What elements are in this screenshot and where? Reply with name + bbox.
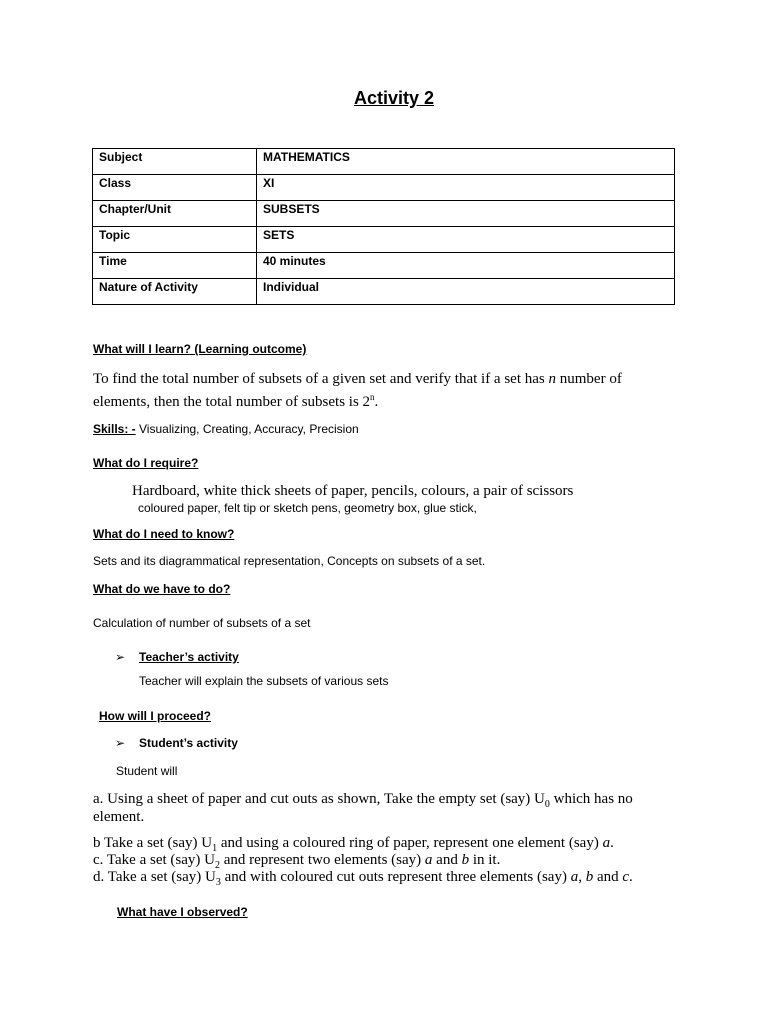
arrow-bullet-icon: ➢ bbox=[115, 736, 126, 750]
require-heading: What do I require? bbox=[93, 456, 199, 470]
info-table-label: Topic bbox=[93, 227, 257, 253]
learn-text-line2: elements, then the total number of subsets is 2 bbox=[93, 394, 371, 410]
teacher-activity-item bbox=[115, 650, 239, 664]
step-c-var-a: a bbox=[424, 852, 433, 868]
learn-text bbox=[93, 370, 693, 411]
teacher-heading: Teacher’s activity bbox=[139, 650, 239, 664]
info-table-row bbox=[93, 149, 675, 175]
info-table-value: 40 minutes bbox=[257, 253, 675, 279]
learn-text-exponent: n bbox=[370, 392, 375, 402]
skills-text: Visualizing, Creating, Accuracy, Precision bbox=[135, 422, 359, 436]
step-c-subscript: 2 bbox=[214, 860, 220, 871]
step-c-var-b: b bbox=[461, 852, 470, 868]
step-d-var-b: b bbox=[585, 869, 594, 885]
skills-line bbox=[93, 422, 359, 436]
info-table-label: Chapter/Unit bbox=[93, 201, 257, 227]
step-b-subscript: 1 bbox=[212, 843, 218, 854]
step-c-text: c. Take a set (say) U bbox=[93, 852, 215, 868]
skills-label: Skills: - bbox=[93, 422, 136, 436]
step-c-and: and bbox=[432, 852, 462, 868]
info-table-value: SETS bbox=[257, 227, 675, 253]
info-table-row bbox=[93, 201, 675, 227]
student-heading: Student’s activity bbox=[139, 736, 238, 750]
student-text: Student will bbox=[116, 764, 178, 778]
info-table-label: Time bbox=[93, 253, 257, 279]
step-a-text: a. Using a sheet of paper and cut outs as shown, Take the empty set (say) U bbox=[93, 791, 545, 807]
require-line2: coloured paper, felt tip or sketch pens, geometry box, glue stick, bbox=[138, 501, 477, 515]
info-table-value: MATHEMATICS bbox=[257, 149, 675, 175]
step-d-comma: , bbox=[578, 869, 586, 885]
info-table-value: XI bbox=[257, 175, 675, 201]
learn-text-part1: To find the total number of subsets of a given set and verify that if a set has bbox=[93, 371, 545, 387]
proceed-heading: How will I proceed? bbox=[99, 709, 212, 723]
step-a-text2: which has no bbox=[549, 791, 633, 807]
info-table-label: Subject bbox=[93, 149, 257, 175]
step-d-end: . bbox=[629, 869, 633, 885]
step-d-text2: and with coloured cut outs represent three elements (say) bbox=[220, 869, 571, 885]
step-b-var: a bbox=[602, 835, 611, 851]
arrow-bullet-icon: ➢ bbox=[115, 650, 126, 664]
know-heading: What do I need to know? bbox=[93, 527, 235, 541]
info-table-label: Class bbox=[93, 175, 257, 201]
todo-text: Calculation of number of subsets of a set bbox=[93, 616, 311, 630]
step-d-var-a: a bbox=[570, 869, 579, 885]
info-table-row bbox=[93, 253, 675, 279]
info-table-value: SUBSETS bbox=[257, 201, 675, 227]
step-b bbox=[93, 835, 713, 852]
step-a bbox=[93, 790, 693, 826]
teacher-text: Teacher will explain the subsets of various sets bbox=[139, 674, 389, 688]
learn-heading: What will I learn? (Learning outcome) bbox=[93, 342, 307, 356]
info-table-row bbox=[93, 279, 675, 305]
require-line1: Hardboard, white thick sheets of paper, pencils, colours, a pair of scissors bbox=[132, 483, 574, 499]
step-b-text2: and using a coloured ring of paper, represent one element (say) bbox=[217, 835, 603, 851]
info-table-row bbox=[93, 227, 675, 253]
student-activity-item bbox=[115, 736, 238, 750]
info-table-row bbox=[93, 175, 675, 201]
info-table-label: Nature of Activity bbox=[93, 279, 257, 305]
step-b-text: b Take a set (say) U bbox=[93, 835, 213, 851]
step-a-subscript: 0 bbox=[544, 799, 550, 810]
learn-text-n: n bbox=[548, 371, 557, 387]
step-d-var-c: c bbox=[622, 869, 630, 885]
step-c-end: in it. bbox=[469, 852, 501, 868]
learn-text-part2: number of bbox=[559, 371, 622, 387]
learn-text-end: . bbox=[374, 394, 379, 410]
know-text: Sets and its diagrammatical representation, Concepts on subsets of a set. bbox=[93, 554, 486, 568]
step-c-text2: and represent two elements (say) bbox=[219, 852, 425, 868]
step-d-and: and bbox=[593, 869, 623, 885]
step-c bbox=[93, 852, 713, 869]
step-b-end: . bbox=[610, 835, 614, 851]
step-a-line2: element. bbox=[93, 809, 145, 825]
page-title: Activity 2 bbox=[353, 88, 435, 108]
steps-bcd bbox=[93, 835, 713, 886]
step-d-subscript: 3 bbox=[215, 877, 221, 888]
step-d bbox=[93, 869, 713, 886]
observed-heading: What have I observed? bbox=[117, 905, 248, 919]
todo-heading: What do we have to do? bbox=[93, 582, 231, 596]
info-table-value: Individual bbox=[257, 279, 675, 305]
activity-info-table bbox=[92, 148, 675, 305]
step-d-text: d. Take a set (say) U bbox=[93, 869, 216, 885]
